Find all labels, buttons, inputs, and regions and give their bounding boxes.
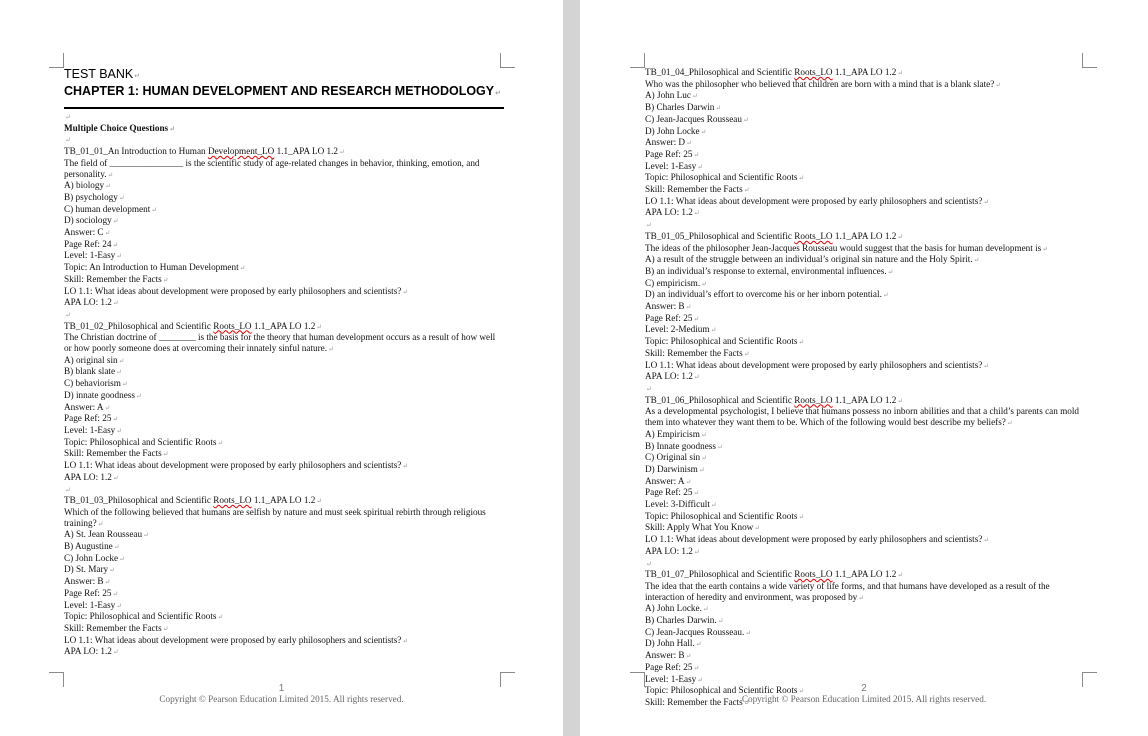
question-block xyxy=(64,321,504,496)
question-lo: LO 1.1: What ideas about development were proposed by early philosophers and scientists? ↵ xyxy=(64,460,504,472)
question-topic: Topic: Philosophical and Scientific Roots ↵ xyxy=(645,511,1087,523)
question-level: Level: 1-Easy ↵ xyxy=(64,250,504,262)
question-block xyxy=(64,146,504,321)
margin-marker-top-right xyxy=(1082,53,1097,68)
answer-option: A) John Luc ↵ xyxy=(645,90,1087,102)
question-stem: As a developmental psychologist, I believe that humans possess no inborn abilities and that a child’s parents can mold them into whatever they want them to be. Which of the following would best describe my beliefs? ↵ xyxy=(645,406,1087,428)
question-apa-lo: APA LO: 1.2 ↵ xyxy=(645,546,1087,558)
empty-paragraph xyxy=(645,219,1087,231)
question-lo: LO 1.1: What ideas about development were proposed by early philosophers and scientists? ↵ xyxy=(64,286,504,298)
answer-option: A) John Locke. ↵ xyxy=(645,603,1087,615)
empty-paragraph xyxy=(64,134,504,146)
question-answer: Answer: B ↵ xyxy=(645,650,1087,662)
section-heading: Multiple Choice Questions ↵ xyxy=(64,123,504,135)
question-answer: Answer: A ↵ xyxy=(64,402,504,414)
answer-option: D) St. Mary ↵ xyxy=(64,564,504,576)
empty-paragraph xyxy=(64,484,504,496)
question-stem: The Christian doctrine of ________ is the basis for the theory that human development occurs as a result of how well or how poorly someone does at overcoming their innately sinful nature. ↵ xyxy=(64,332,504,354)
question-lo: LO 1.1: What ideas about development were proposed by early philosophers and scientists? ↵ xyxy=(645,196,1087,208)
question-level: Level: 2-Medium ↵ xyxy=(645,324,1087,336)
answer-option: D) John Locke ↵ xyxy=(645,126,1087,138)
answer-option: B) Charles Darwin. ↵ xyxy=(645,615,1087,627)
question-page-ref: Page Ref: 25 ↵ xyxy=(64,413,504,425)
question-id: TB_01_01_An Introduction to Human Development_LO 1.1_APA LO 1.2 ↵ xyxy=(64,146,504,158)
title-rule xyxy=(64,107,504,109)
answer-option: A) original sin ↵ xyxy=(64,355,504,367)
question-skill: Skill: Remember the Facts ↵ xyxy=(64,448,504,460)
question-apa-lo: APA LO: 1.2 ↵ xyxy=(645,371,1087,383)
question-stem: The idea that the earth contains a wide variety of life forms, and that humans have developed as a result of the interaction of heredity and environment, was proposed by ↵ xyxy=(645,581,1087,603)
page-1-body[interactable] xyxy=(64,67,504,658)
copyright-footer: Copyright © Pearson Education Limited 2015. All rights reserved. xyxy=(159,694,404,704)
question-topic: Topic: Philosophical and Scientific Roots ↵ xyxy=(64,437,504,449)
answer-option: C) Jean-Jacques Rousseau. ↵ xyxy=(645,627,1087,639)
page-number: 2 xyxy=(861,683,867,694)
answer-option: D) Darwinism ↵ xyxy=(645,464,1087,476)
question-block xyxy=(64,495,504,658)
question-answer: Answer: D ↵ xyxy=(645,137,1087,149)
question-topic: Topic: Philosophical and Scientific Roots ↵ xyxy=(645,172,1087,184)
question-stem: The field of ________________ is the scientific study of age-related changes in behavior, thinking, emotion, and personality. ↵ xyxy=(64,158,504,180)
question-page-ref: Page Ref: 25 ↵ xyxy=(645,149,1087,161)
margin-marker-top-right xyxy=(500,53,515,68)
answer-option: C) Original sin ↵ xyxy=(645,452,1087,464)
copyright-footer: Copyright © Pearson Education Limited 2015. All rights reserved. xyxy=(741,694,987,704)
question-apa-lo: APA LO: 1.2 ↵ xyxy=(64,646,504,658)
question-answer: Answer: C ↵ xyxy=(64,227,504,239)
answer-option: A) a result of the struggle between an individual’s original sin nature and the Holy Spirit. ↵ xyxy=(645,254,1087,266)
question-lo: LO 1.1: What ideas about development were proposed by early philosophers and scientists? ↵ xyxy=(645,534,1087,546)
question-list xyxy=(64,146,504,658)
question-block xyxy=(645,67,1087,231)
answer-option: B) Charles Darwin ↵ xyxy=(645,102,1087,114)
answer-option: D) John Hall. ↵ xyxy=(645,638,1087,650)
question-page-ref: Page Ref: 25 ↵ xyxy=(645,662,1087,674)
question-answer: Answer: B ↵ xyxy=(645,301,1087,313)
question-id: TB_01_05_Philosophical and Scientific Roots_LO 1.1_APA LO 1.2 ↵ xyxy=(645,231,1087,243)
question-topic: Topic: Philosophical and Scientific Roots ↵ xyxy=(645,685,1087,697)
answer-option: A) biology ↵ xyxy=(64,180,504,192)
question-topic: Topic: Philosophical and Scientific Roots ↵ xyxy=(64,611,504,623)
answer-option: C) empiricism. ↵ xyxy=(645,278,1087,290)
question-list xyxy=(645,67,1087,709)
empty-paragraph xyxy=(64,309,504,321)
question-apa-lo: APA LO: 1.2 ↵ xyxy=(64,472,504,484)
question-skill: Skill: Remember the Facts ↵ xyxy=(64,623,504,635)
question-id: TB_01_04_Philosophical and Scientific Roots_LO 1.1_APA LO 1.2 ↵ xyxy=(645,67,1087,79)
question-page-ref: Page Ref: 25 ↵ xyxy=(64,588,504,600)
question-topic: Topic: An Introduction to Human Development ↵ xyxy=(64,262,504,274)
question-level: Level: 1-Easy ↵ xyxy=(64,425,504,437)
question-skill: Skill: Apply What You Know ↵ xyxy=(645,522,1087,534)
answer-option: D) innate goodness ↵ xyxy=(64,390,504,402)
document-page-1[interactable] xyxy=(0,0,563,736)
question-level: Level: 1-Easy ↵ xyxy=(64,600,504,612)
question-topic: Topic: Philosophical and Scientific Roots ↵ xyxy=(645,336,1087,348)
question-id: TB_01_07_Philosophical and Scientific Roots_LO 1.1_APA LO 1.2 ↵ xyxy=(645,569,1087,581)
question-id: TB_01_03_Philosophical and Scientific Roots_LO 1.1_APA LO 1.2 ↵ xyxy=(64,495,504,507)
margin-marker-top-left xyxy=(630,53,645,68)
empty-paragraph xyxy=(645,558,1087,570)
question-block xyxy=(645,395,1087,570)
question-stem: The ideas of the philosopher Jean-Jacques Rousseau would suggest that the basis for human development is ↵ xyxy=(645,243,1087,255)
document-page-2[interactable] xyxy=(580,0,1148,736)
answer-option: C) Jean-Jacques Rousseau ↵ xyxy=(645,114,1087,126)
question-lo: LO 1.1: What ideas about development were proposed by early philosophers and scientists? ↵ xyxy=(64,635,504,647)
empty-paragraph xyxy=(64,111,504,123)
question-stem: Who was the philosopher who believed that children are born with a mind that is a blank slate? ↵ xyxy=(645,79,1087,91)
question-skill: Skill: Remember the Facts ↵ xyxy=(645,697,1087,709)
question-answer: Answer: A ↵ xyxy=(645,476,1087,488)
question-apa-lo: APA LO: 1.2 ↵ xyxy=(645,207,1087,219)
answer-option: C) human development ↵ xyxy=(64,204,504,216)
question-lo: LO 1.1: What ideas about development were proposed by early philosophers and scientists? ↵ xyxy=(645,360,1087,372)
answer-option: A) St. Jean Rousseau ↵ xyxy=(64,529,504,541)
page-number: 1 xyxy=(278,683,285,694)
question-page-ref: Page Ref: 24 ↵ xyxy=(64,239,504,251)
question-answer: Answer: B ↵ xyxy=(64,576,504,588)
answer-option: B) Innate goodness ↵ xyxy=(645,441,1087,453)
margin-marker-top-left xyxy=(49,53,64,68)
page-2-body[interactable] xyxy=(645,67,1087,709)
test-bank-title: TEST BANK ↵ xyxy=(64,67,504,84)
answer-option: D) an individual’s effort to overcome his or her inborn potential. ↵ xyxy=(645,289,1087,301)
question-skill: Skill: Remember the Facts ↵ xyxy=(645,348,1087,360)
question-skill: Skill: Remember the Facts ↵ xyxy=(645,184,1087,196)
question-block xyxy=(645,231,1087,395)
answer-option: B) Augustine ↵ xyxy=(64,541,504,553)
answer-option: B) blank slate ↵ xyxy=(64,366,504,378)
question-level: Level: 1-Easy ↵ xyxy=(645,161,1087,173)
answer-option: D) sociology ↵ xyxy=(64,215,504,227)
question-level: Level: 3-Difficult ↵ xyxy=(645,499,1087,511)
question-skill: Skill: Remember the Facts ↵ xyxy=(64,274,504,286)
question-page-ref: Page Ref: 25 ↵ xyxy=(645,313,1087,325)
question-id: TB_01_02_Philosophical and Scientific Roots_LO 1.1_APA LO 1.2 ↵ xyxy=(64,321,504,333)
answer-option: A) Empiricism ↵ xyxy=(645,429,1087,441)
chapter-title: CHAPTER 1: HUMAN DEVELOPMENT AND RESEARCH METHODOLOGY ↵ xyxy=(64,84,504,101)
empty-paragraph xyxy=(645,383,1087,395)
question-level: Level: 1-Easy ↵ xyxy=(645,674,1087,686)
answer-option: C) John Locke ↵ xyxy=(64,553,504,565)
question-stem: Which of the following believed that humans are selfish by nature and must seek spiritual rebirth through religious training? ↵ xyxy=(64,507,504,529)
question-page-ref: Page Ref: 25 ↵ xyxy=(645,487,1087,499)
answer-option: B) psychology ↵ xyxy=(64,192,504,204)
answer-option: C) behaviorism ↵ xyxy=(64,378,504,390)
answer-option: B) an individual’s response to external, environmental influences. ↵ xyxy=(645,266,1087,278)
question-apa-lo: APA LO: 1.2 ↵ xyxy=(64,297,504,309)
question-id: TB_01_06_Philosophical and Scientific Roots_LO 1.1_APA LO 1.2 ↵ xyxy=(645,395,1087,407)
